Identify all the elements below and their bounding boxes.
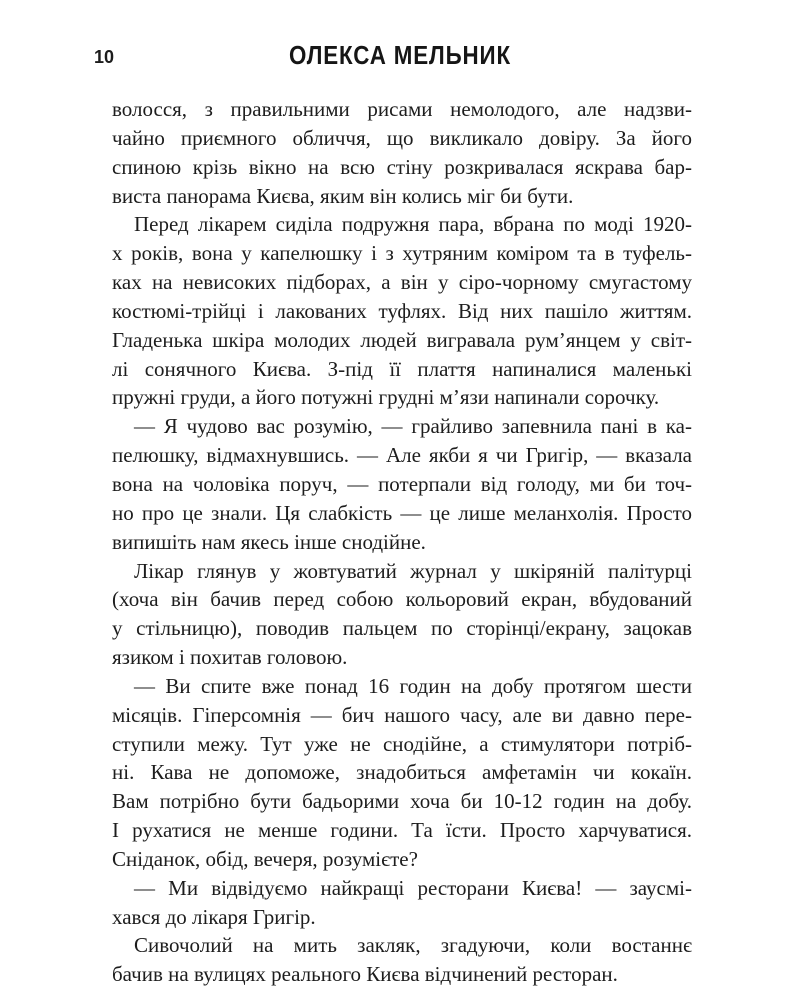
- text-line: у стільницю), поводив пальцем по сторінці/екрану, зацокав: [112, 616, 692, 641]
- paragraph: [112, 557, 692, 672]
- text-line: Перед лікарем сиділа подружня пара, вбрана по моді 1920-: [134, 212, 692, 237]
- text-line: ступили межу. Тут уже не снодійне, а стимулятори потріб-: [112, 731, 692, 756]
- text-line: Сивочолий на мить закляк, згадуючи, коли востаннє: [134, 933, 692, 958]
- text-line: бачив на вулицях реального Києва відчинений ресторан.: [112, 962, 618, 987]
- text-line: волосся, з правильними рисами немолодого, але надзви-: [112, 97, 692, 121]
- text-line: чайно приємного обличчя, що викликало довіру. За його: [112, 125, 692, 150]
- text-line: вона на чоловіка поруч, — потерпали від голоду, ми би точ-: [112, 471, 692, 496]
- text-line: — Я чудово вас розумію, — грайливо запевнила пані в ка-: [134, 414, 692, 439]
- body-text: [112, 95, 692, 989]
- text-line: Вам потрібно бути бадьорими хоча би 10-12 годин на добу.: [112, 789, 692, 814]
- text-line: х років, вона у капелюшку і з хутряним коміром та в туфель-: [112, 241, 692, 266]
- text-line: язиком і похитав головою.: [112, 645, 348, 670]
- text-line: спиною крізь вікно на всю стіну розкривалася яскрава бар-: [112, 154, 692, 179]
- text-line: Сніданок, обід, вечеря, розумієте?: [112, 846, 418, 871]
- text-line: випишіть нам якесь інше снодійне.: [112, 529, 426, 554]
- text-line: ні. Кава не допоможе, знадобиться амфетамін чи кокаїн.: [112, 760, 692, 785]
- paragraph: [112, 931, 692, 989]
- text-line: костюмі-трійці і лакованих туфлях. Від них пашіло життям.: [112, 298, 692, 323]
- text-line: лі сонячного Києва. З-під її плаття напиналися маленькі: [112, 356, 692, 381]
- running-header-author: ОЛЕКСА МЕЛЬНИК: [289, 40, 511, 70]
- text-line: Гладенька шкіра молодих людей вигравала рум’янцем у світ-: [112, 327, 692, 352]
- text-line: ках на невисоких підборах, а він у сіро-чорному смугастому: [112, 270, 692, 295]
- paragraph: [112, 210, 692, 412]
- text-line: — Ви спите вже понад 16 годин на добу протягом шести: [134, 673, 692, 698]
- paragraph: [112, 874, 692, 932]
- text-line: Лікар глянув у жовтуватий журнал у шкіряній палітурці: [134, 558, 692, 583]
- page-number: 10: [94, 47, 115, 67]
- text-line: І рухатися не менше години. Та їсти. Просто харчуватися.: [112, 818, 692, 843]
- text-line: но про це знали. Ця слабкість — це лише меланхолія. Просто: [112, 500, 692, 525]
- text-line: пружні груди, а його потужні грудні м’язи напинали сорочку.: [112, 385, 660, 410]
- paragraph: [112, 95, 692, 210]
- text-line: (хоча він бачив перед собою кольоровий екран, вбудований: [112, 587, 692, 612]
- text-line: хався до лікаря Григір.: [112, 904, 316, 929]
- paragraph: [112, 672, 692, 874]
- text-line: місяців. Гіперсомнія — бич нашого часу, але ви давно пере-: [112, 702, 692, 727]
- text-line: пелюшку, відмахнувшись. — Але якби я чи Григір, — вказала: [112, 443, 692, 468]
- text-line: — Ми відвідуємо найкращі ресторани Києва! — заусмі-: [134, 875, 692, 900]
- paragraph: [112, 412, 692, 556]
- text-line: виста панорама Києва, яким він колись міг би бути.: [112, 183, 574, 208]
